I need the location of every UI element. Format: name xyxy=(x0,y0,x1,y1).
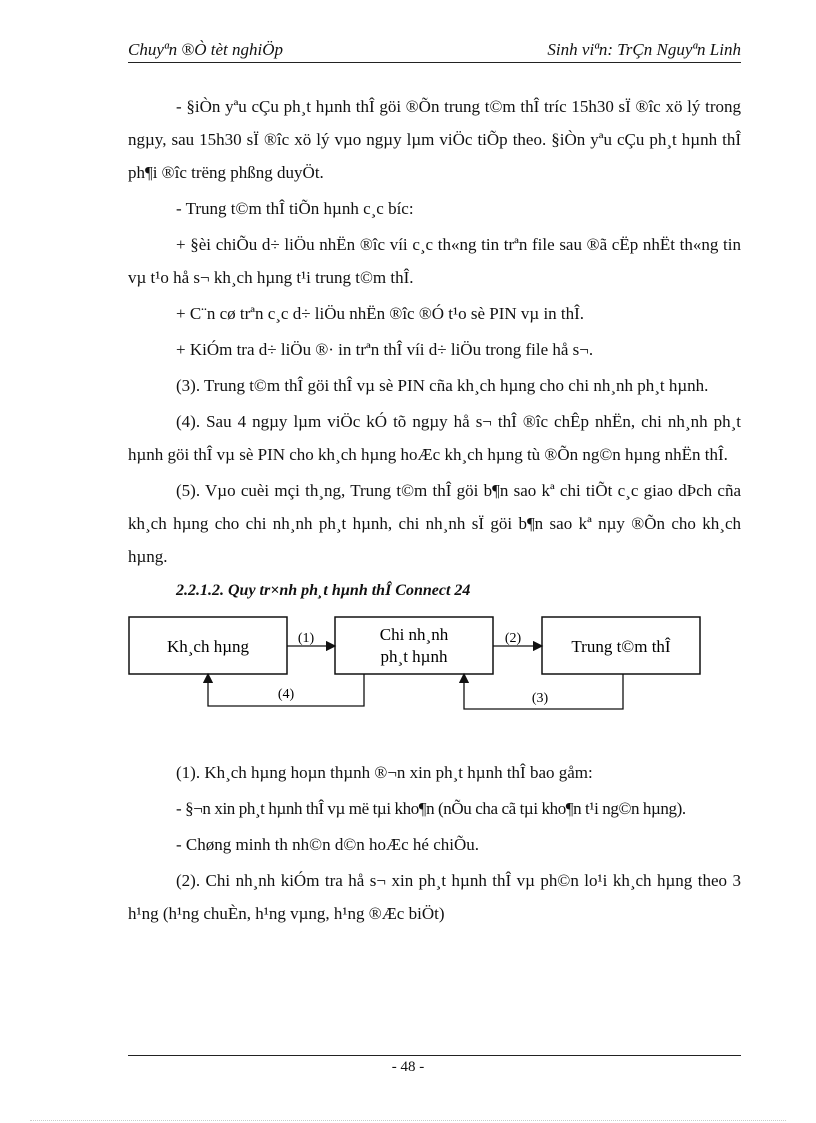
paragraph: (5). Vµo cuèi mçi th¸ng, Trung t©m thÎ göi b¶n sao kª chi tiÕt c¸c giao dÞch cña kh¸ch hµng cho chi nh¸nh ph¸t hµnh, chi nh¸nh sÏ göi b¶n sao kª nµy ®Õn cho kh¸ch hµng. xyxy=(128,481,741,566)
branch-box-label-2: ph¸t hµnh xyxy=(380,647,448,666)
center-box-label: Trung t©m thÎ xyxy=(571,637,671,656)
customer-box-label: Kh¸ch hµng xyxy=(166,637,250,656)
process-diagram xyxy=(128,612,741,742)
branch-box-label-1: Chi nh¸nh xyxy=(379,625,449,644)
paragraph: (2). Chi nh¸nh kiÓm tra hå s¬ xin ph¸t hµnh thÎ vµ ph©n lo¹i kh¸ch hµng theo 3 h¹ng (h¹ng chuÈn, h¹ng vµng, h¹ng ®Æc biÖt) xyxy=(128,871,741,923)
header-author: Sinh viªn: TrÇn Nguyªn Linh xyxy=(547,40,741,59)
paragraph: (1). Kh¸ch hµng hoµn thµnh ®¬n xin ph¸t hµnh thÎ bao gåm: xyxy=(176,763,593,782)
page-number: - 48 - xyxy=(391,1059,425,1075)
paragraph: + KiÓm tra d÷ liÖu ®· in trªn thÎ víi d÷ liÖu trong file hå s¬. xyxy=(176,340,594,359)
section-subheading: 2.2.1.2. Quy tr×nh ph¸t hµnh thÎ Connect 24 xyxy=(176,582,471,599)
header-title: Chuyªn ®Ò tèt nghiÖp xyxy=(128,40,284,59)
paragraph: (3). Trung t©m thÎ göi thÎ vµ sè PIN cña kh¸ch hµng cho chi nh¸nh ph¸t hµnh. xyxy=(176,376,709,395)
arrow-4-label: (4) xyxy=(277,687,295,702)
footer-rule xyxy=(128,1055,741,1056)
arrow-1-label: (1) xyxy=(297,631,315,646)
document-body xyxy=(128,90,741,933)
paragraph: + §èi chiÕu d÷ liÖu nhËn ®îc víi c¸c th«ng tin trªn file sau ®ã cËp nhËt th«ng tin vµ t¹o hå s¬ kh¸ch hµng t¹i trung t©m thÎ. xyxy=(128,235,741,287)
page-edge-dotted-rule xyxy=(30,1120,786,1121)
paragraph: + C¨n cø trªn c¸c d÷ liÖu nhËn ®îc ®Ó t¹o sè PIN vµ in thÎ. xyxy=(176,304,585,323)
paragraph: - Trung t©m thÎ tiÕn hµnh c¸c bíc: xyxy=(176,199,414,218)
paragraph: (4). Sau 4 ngµy lµm viÖc kÓ tõ ngµy hå s¬ thÎ ®îc chÊp nhËn, chi nh¸nh ph¸t hµnh göi thÎ vµ sè PIN cho kh¸ch hµng hoÆc kh¸ch hµng tù ®Õn ng©n hµng nhËn thÎ. xyxy=(128,412,741,464)
paragraph: - §iÒn yªu cÇu ph¸t hµnh thÎ göi ®Õn trung t©m thÎ tríc 15h30 sÏ ®îc xö lý trong ngµy, sau 15h30 sÏ ®îc xö lý vµo ngµy lµm viÖc tiÕp theo. §iÒn yªu cÇu ph¸t hµnh thÎ ph¶i ®îc trëng phßng duyÖt. xyxy=(128,97,741,182)
arrow-3-label: (3) xyxy=(531,691,549,706)
paragraph: - Chøng minh th nh©n d©n hoÆc hé chiÕu. xyxy=(176,835,480,854)
arrow-2-label: (2) xyxy=(504,631,522,646)
page-header xyxy=(128,38,741,63)
paragraph: - §¬n xin ph¸t hµnh thÎ vµ më tµi kho¶n (nÕu cha cã tµi kho¶n t¹i ng©n hµng). xyxy=(176,799,686,818)
